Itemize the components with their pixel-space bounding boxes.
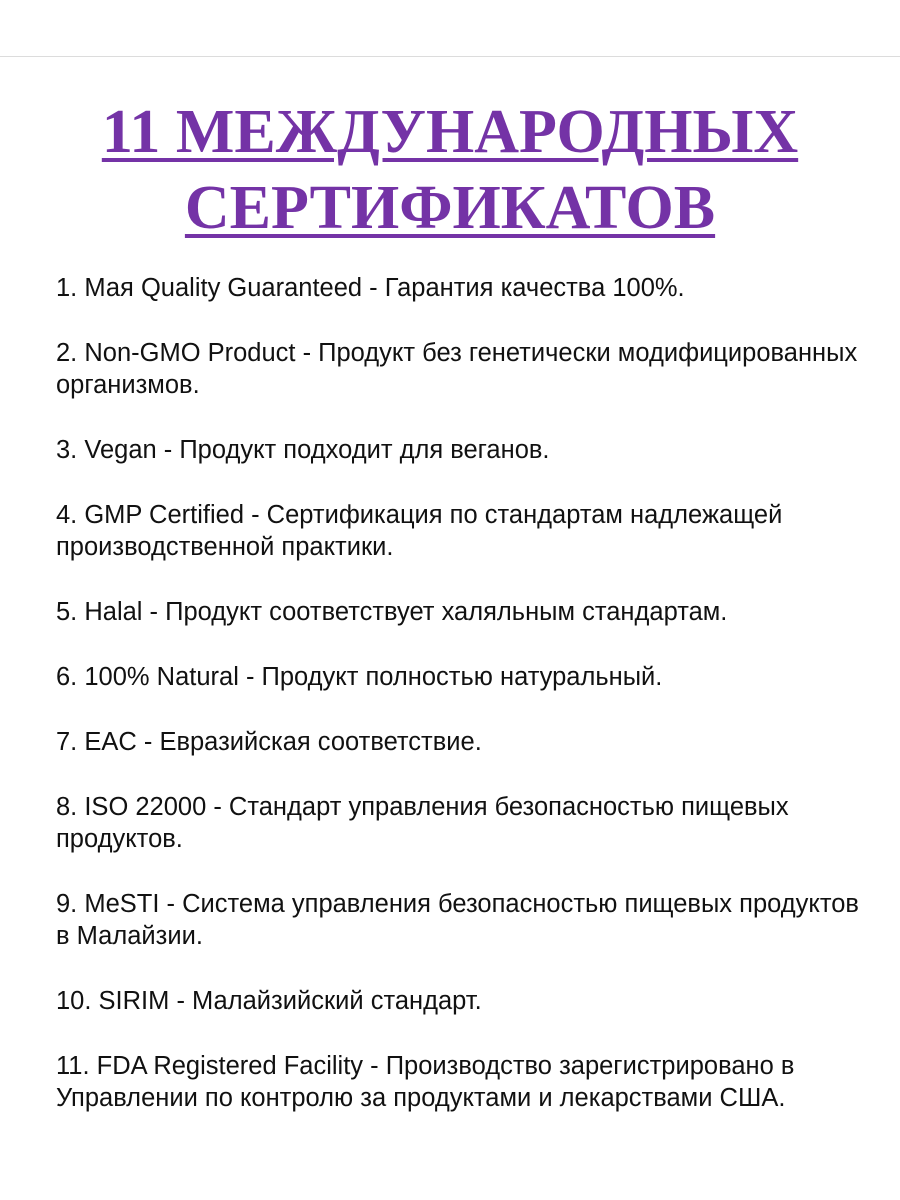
certificate-item-4: 4. GMP Certified - Сертификация по стандартам надлежащей производственной практики. xyxy=(56,501,783,561)
certificate-item-7: 7. EAC - Евразийская соответствие. xyxy=(56,728,482,756)
title-line-2: СЕРТИФИКАТОВ xyxy=(184,174,716,242)
certificate-item-6: 6. 100% Natural - Продукт полностью натуральный. xyxy=(56,663,663,691)
certificate-list xyxy=(56,272,876,1147)
certificate-item-3: 3. Vegan - Продукт подходит для веганов. xyxy=(56,436,550,464)
certificate-item-2: 2. Non-GMO Product - Продукт без генетически модифицированных организмов. xyxy=(56,339,858,399)
top-divider xyxy=(0,56,900,57)
certificate-item-8: 8. ISO 22000 - Стандарт управления безопасностью пищевых продуктов. xyxy=(56,793,789,853)
certificate-item-5: 5. Halal - Продукт соответствует халяльным стандартам. xyxy=(56,598,728,626)
page-title xyxy=(0,94,900,246)
certificate-item-10: 10. SIRIM - Малайзийский стандарт. xyxy=(56,987,482,1015)
title-line-1: 11 МЕЖДУНАРОДНЫХ xyxy=(101,98,799,166)
certificate-item-11: 11. FDA Registered Facility - Производство зарегистрировано в Управлении по контролю за продуктами и лекарствами США. xyxy=(56,1052,795,1112)
certificate-item-1: 1. Мая Quality Guaranteed - Гарантия качества 100%. xyxy=(56,274,685,302)
certificate-item-9: 9. MeSTI - Система управления безопасностью пищевых продуктов в Малайзии. xyxy=(56,890,859,950)
